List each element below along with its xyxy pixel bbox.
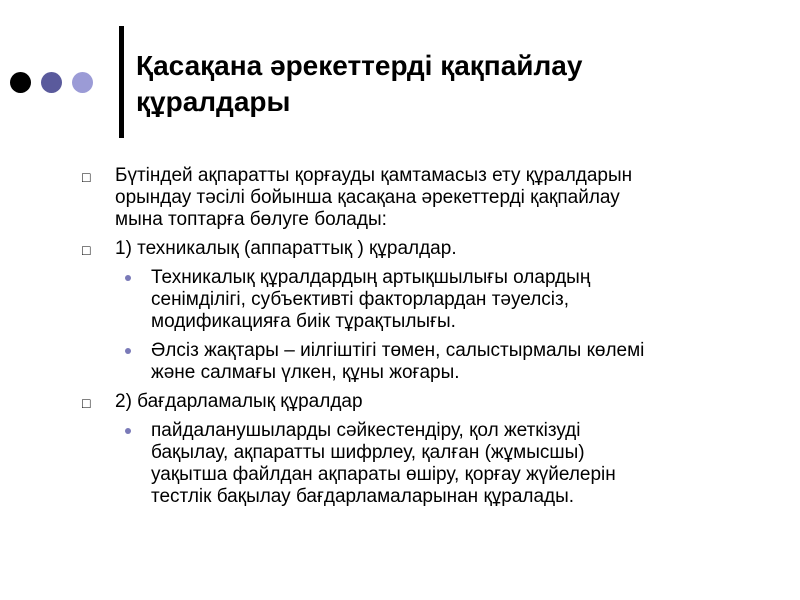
bullet-item (82, 391, 762, 413)
bullet-text-line: пайдаланушыларды сәйкестендіру, қол жеткізуді (151, 420, 581, 441)
slide-body (82, 165, 762, 515)
slide-title (136, 48, 776, 120)
square-outline-icon: □ (82, 169, 91, 185)
bullet-item (82, 238, 762, 260)
bullet-text-line: Бүтіндей ақпаратты қорғауды қамтамасыз ету құралдарын (115, 165, 633, 186)
decorative-dots (10, 72, 93, 93)
square-outline-icon: □ (82, 242, 91, 258)
bullet-text-line: бақылау, ақпаратты шифрлеу, қалған (жұмысшы) (151, 442, 585, 463)
sub-bullet-item (82, 267, 762, 333)
dot-icon (10, 72, 31, 93)
slide-title-line: Қасақана әрекеттерді қақпайлау (136, 50, 583, 81)
bullet-item (82, 165, 762, 231)
bullet-text-line: Әлсіз жақтары – иілгіштігі төмен, салыстырмалы көлемі (151, 340, 645, 361)
bullet-text-line: 1) техникалық (аппараттық ) құралдар. (115, 238, 457, 259)
bullet-text-line: Техникалық құралдардың артықшылығы олардың (151, 267, 591, 288)
sub-bullet-item (82, 420, 762, 508)
bullet-text-line: модификацияға биік тұрақтылығы. (151, 311, 456, 332)
slide-title-line: құралдары (136, 86, 291, 117)
title-divider (119, 26, 124, 138)
bullet-text-line: уақытша файлдан ақпараты өшіру, қорғау жүйелерін (151, 464, 616, 485)
bullet-text-line: орындау тәсілі бойынша қасақана әрекеттерді қақпайлау (115, 187, 620, 208)
bullet-text-line: 2) бағдарламалық құралдар (115, 391, 363, 412)
bullet-text-line: мына топтарға бөлуге болады: (115, 209, 387, 230)
dot-icon (72, 72, 93, 93)
bullet-text-line: тестлік бақылау бағдарламаларынан құралады. (151, 486, 575, 507)
round-bullet-icon (125, 348, 131, 354)
dot-icon (41, 72, 62, 93)
round-bullet-icon (125, 275, 131, 281)
round-bullet-icon (125, 428, 131, 434)
sub-bullet-item (82, 340, 762, 384)
bullet-text-line: сенімділігі, субъективті факторлардан тәуелсіз, (151, 289, 569, 310)
square-outline-icon: □ (82, 395, 91, 411)
bullet-text-line: және салмағы үлкен, құны жоғары. (151, 362, 460, 383)
